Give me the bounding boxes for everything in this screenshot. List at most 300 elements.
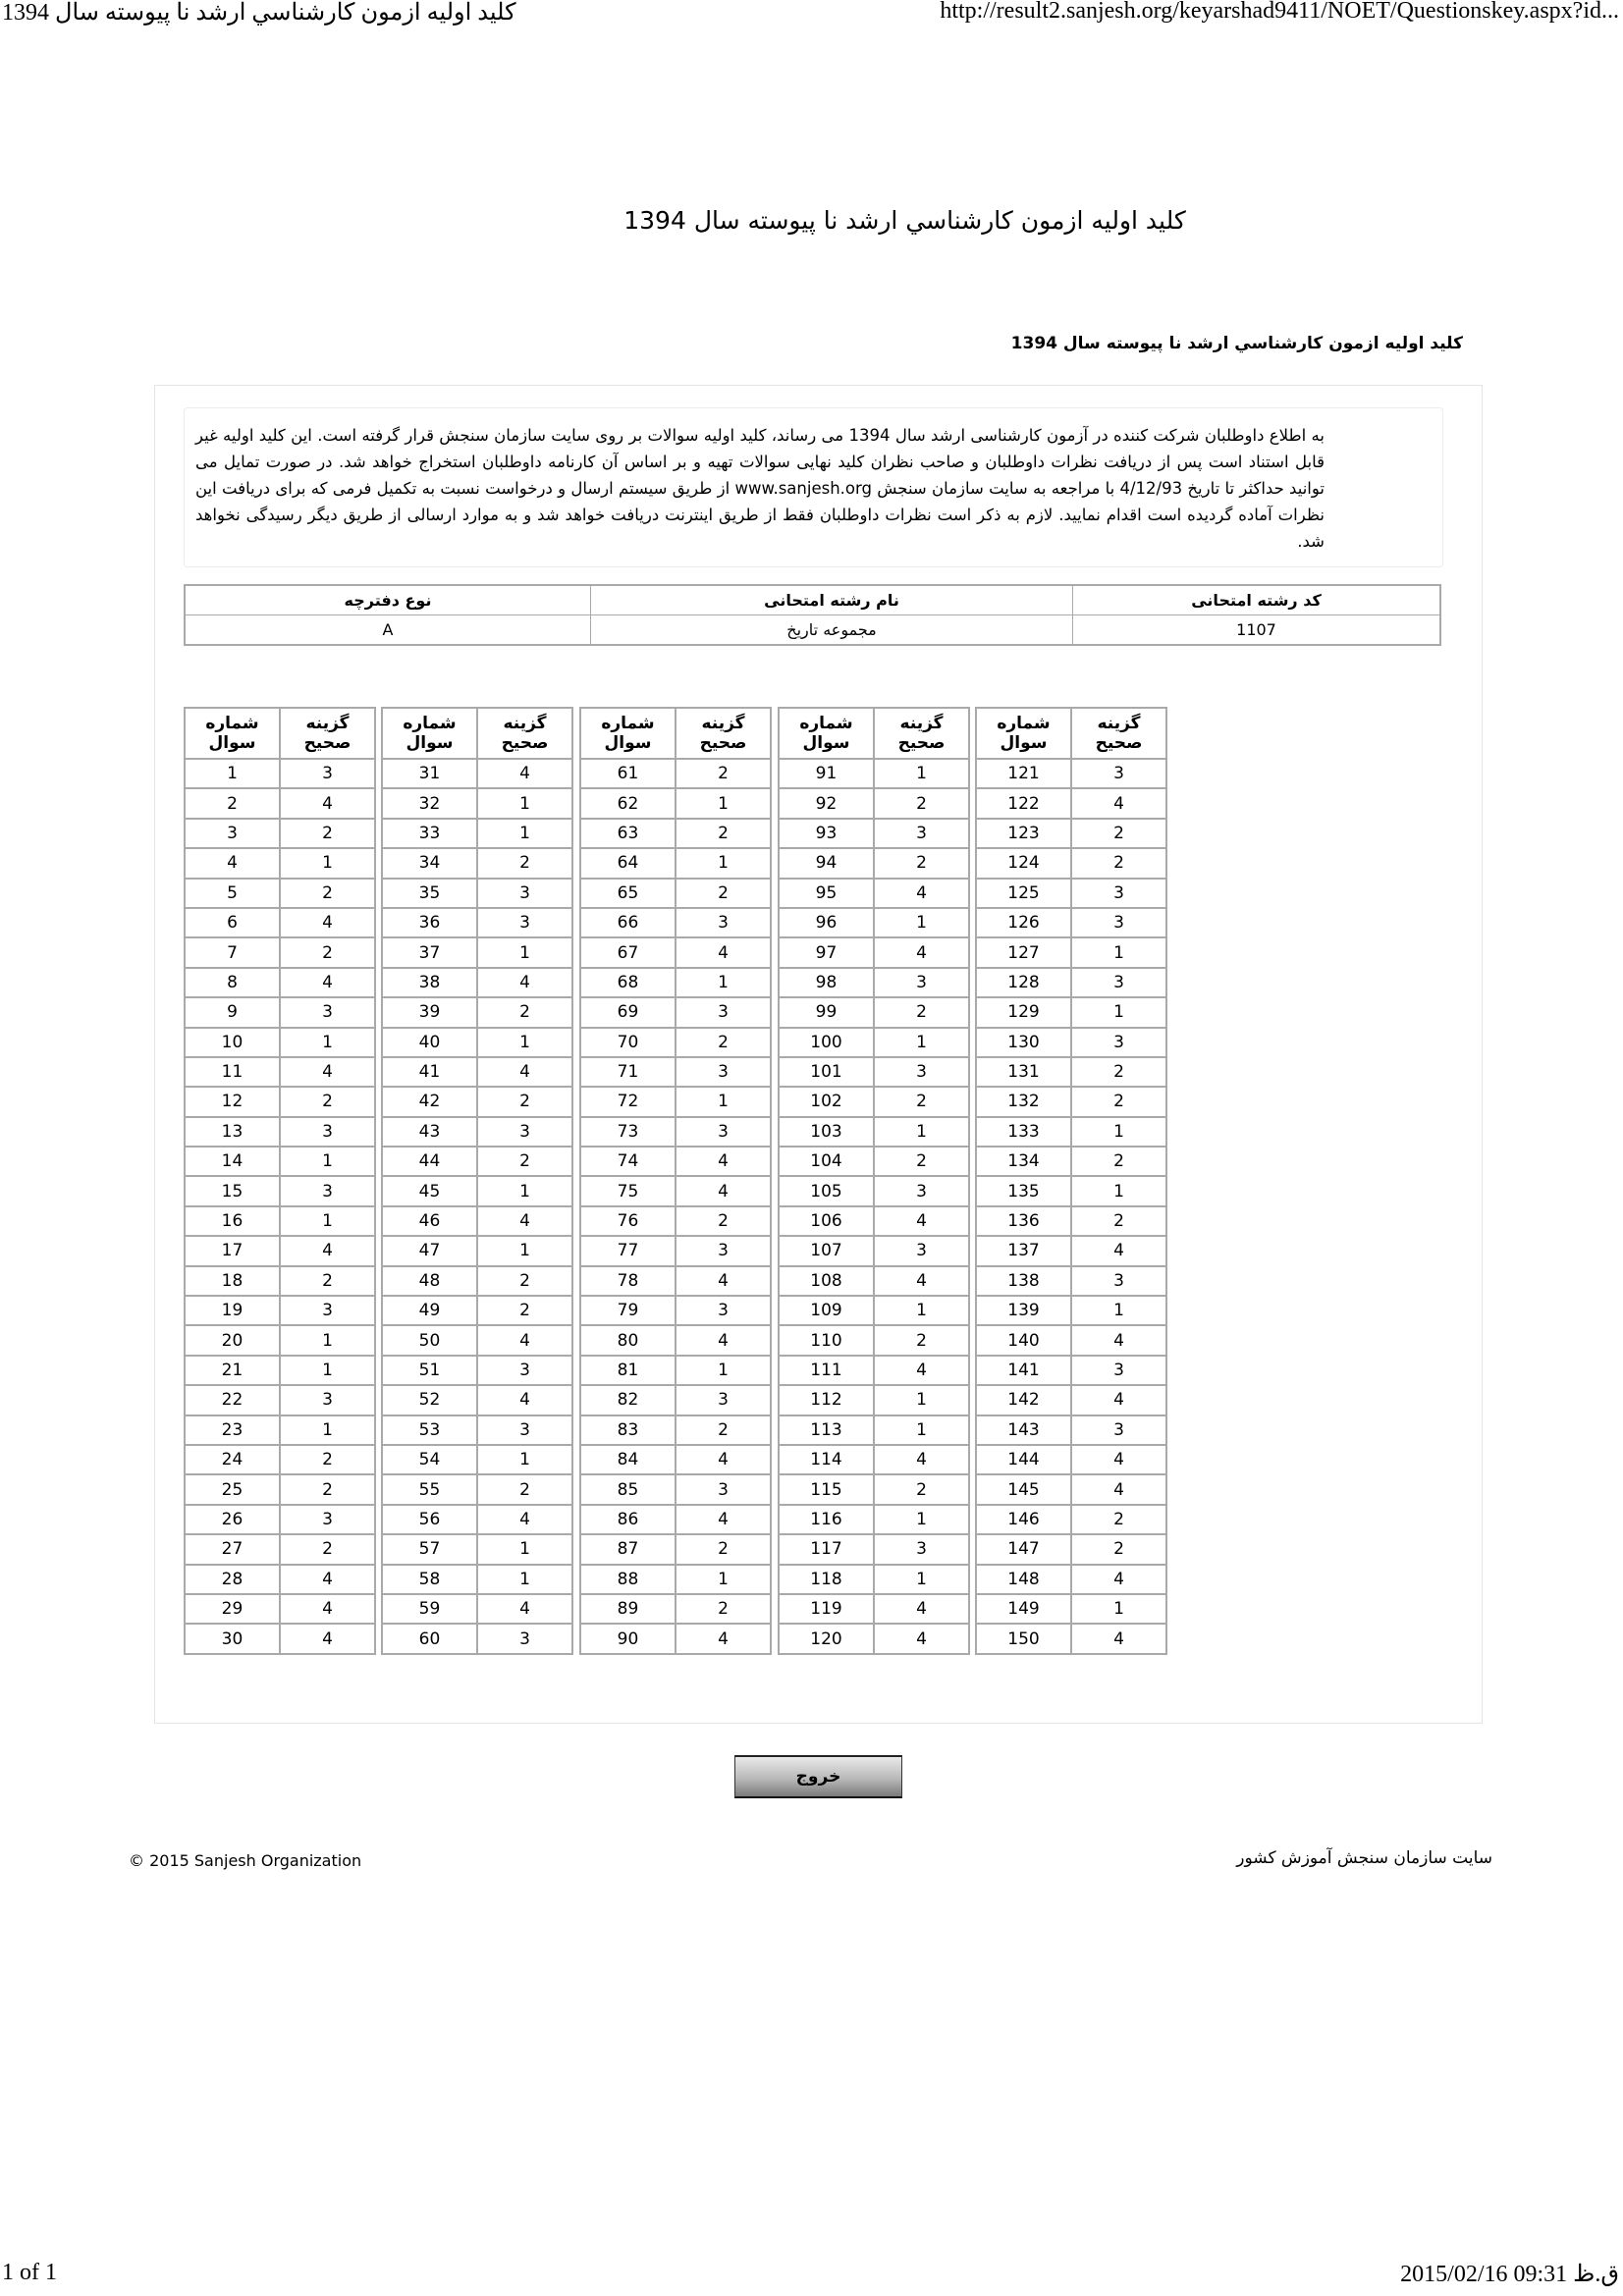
site-name-link[interactable]: سایت سازمان سنجش آموزش کشور xyxy=(1236,1848,1492,1868)
table-row xyxy=(185,879,375,908)
question-number-cell: 37 xyxy=(382,937,477,967)
correct-option-cell: 4 xyxy=(874,1356,969,1385)
table-row xyxy=(976,1028,1166,1057)
correct-option-cell: 4 xyxy=(1071,1624,1166,1653)
question-number-cell: 73 xyxy=(580,1117,676,1147)
table-row xyxy=(976,908,1166,937)
correct-option-cell: 1 xyxy=(874,1565,969,1594)
answer-table-header xyxy=(382,708,572,759)
correct-option-cell: 2 xyxy=(1071,1057,1166,1087)
correct-option-cell: 4 xyxy=(874,1594,969,1624)
correct-option-cell: 2 xyxy=(676,1206,771,1236)
notice-text: به اطلاع داوطلبان شرکت کننده در آزمون کارشناسی ارشد سال 1394 می رساند، کلید اولیه سوالات بر روی سایت سازمان سنجش قرار گرفته است. این کلید اولیه غیر قابل استناد است پس از دریافت نظرات داوطلبان و صاحب نظران کلید نهایی سوالات تهیه و بر اساس آن کارنامه داوطلبان استخراج خواهد شد. در صورت تمایل می توانید حداکثر تا تاریخ 4/12/93 با مراجعه به سایت سازمان سنجش www.sanjesh.org از طریق سیستم ارسال و درخواست نسبت به تکمیل فرمی که برای دریافت این نظرات آماده گردیده است اقدام نمایید. لازم به ذکر است نظرات داوطلبان فقط از طریق اینترنت دریافت خواهد شد و به موارد ارسالی از طریق دیگر رسیدگی نخواهد شد. xyxy=(195,426,1325,551)
correct-option-cell: 2 xyxy=(676,1028,771,1057)
table-row xyxy=(185,1236,375,1265)
question-number-cell: 109 xyxy=(779,1296,874,1325)
correct-option-cell: 2 xyxy=(1071,819,1166,848)
correct-option-cell: 1 xyxy=(1071,1296,1166,1325)
question-number-cell: 62 xyxy=(580,788,676,818)
question-number-cell: 16 xyxy=(185,1206,280,1236)
table-row xyxy=(382,819,572,848)
correct-option-cell: 3 xyxy=(477,1415,572,1445)
question-number-cell: 49 xyxy=(382,1296,477,1325)
table-row xyxy=(382,848,572,878)
question-number-cell: 114 xyxy=(779,1445,874,1474)
question-number-cell: 70 xyxy=(580,1028,676,1057)
correct-option-cell: 2 xyxy=(280,1474,375,1504)
table-row xyxy=(779,1147,969,1176)
question-number-cell: 19 xyxy=(185,1296,280,1325)
correct-option-header: گزینه صحیح xyxy=(280,708,375,759)
table-row xyxy=(185,759,375,788)
correct-option-cell: 3 xyxy=(477,908,572,937)
question-number-cell: 7 xyxy=(185,937,280,967)
table-row xyxy=(580,968,771,997)
correct-option-cell: 2 xyxy=(874,997,969,1027)
correct-option-cell: 1 xyxy=(676,788,771,818)
table-row xyxy=(779,1266,969,1296)
question-number-cell: 131 xyxy=(976,1057,1071,1087)
question-number-cell: 11 xyxy=(185,1057,280,1087)
question-number-cell: 17 xyxy=(185,1236,280,1265)
correct-option-cell: 1 xyxy=(874,1415,969,1445)
table-row xyxy=(382,1505,572,1534)
table-row xyxy=(779,1236,969,1265)
answer-table-group xyxy=(778,707,970,1655)
question-number-header: شماره سوال xyxy=(976,708,1071,759)
question-number-cell: 77 xyxy=(580,1236,676,1265)
correct-option-cell: 2 xyxy=(1071,1147,1166,1176)
question-number-cell: 59 xyxy=(382,1594,477,1624)
table-row xyxy=(976,1534,1166,1564)
table-row xyxy=(382,997,572,1027)
correct-option-cell: 3 xyxy=(676,1474,771,1504)
question-number-cell: 150 xyxy=(976,1624,1071,1653)
table-row xyxy=(976,1236,1166,1265)
answer-table-group xyxy=(184,707,376,1655)
correct-option-cell: 4 xyxy=(874,879,969,908)
correct-option-cell: 4 xyxy=(676,1624,771,1653)
question-number-cell: 71 xyxy=(580,1057,676,1087)
table-row xyxy=(580,1296,771,1325)
table-row xyxy=(976,1415,1166,1445)
exam-name-value: مجموعه تاریخ xyxy=(591,615,1073,646)
question-number-cell: 86 xyxy=(580,1505,676,1534)
table-row xyxy=(185,848,375,878)
question-number-header: شماره سوال xyxy=(382,708,477,759)
question-number-cell: 138 xyxy=(976,1266,1071,1296)
table-row xyxy=(779,1565,969,1594)
table-row xyxy=(580,1206,771,1236)
table-row xyxy=(382,937,572,967)
question-number-cell: 40 xyxy=(382,1028,477,1057)
correct-option-cell: 3 xyxy=(676,1385,771,1415)
question-number-cell: 147 xyxy=(976,1534,1071,1564)
question-number-cell: 27 xyxy=(185,1534,280,1564)
table-row xyxy=(382,1296,572,1325)
question-number-cell: 83 xyxy=(580,1415,676,1445)
question-number-cell: 146 xyxy=(976,1505,1071,1534)
question-number-cell: 41 xyxy=(382,1057,477,1087)
table-row xyxy=(185,997,375,1027)
question-number-cell: 35 xyxy=(382,879,477,908)
table-row xyxy=(185,1028,375,1057)
table-row xyxy=(580,759,771,788)
question-number-cell: 117 xyxy=(779,1534,874,1564)
table-row xyxy=(185,1206,375,1236)
question-number-cell: 4 xyxy=(185,848,280,878)
table-row xyxy=(185,1117,375,1147)
table-row xyxy=(580,1236,771,1265)
correct-option-cell: 3 xyxy=(280,1385,375,1415)
question-number-cell: 25 xyxy=(185,1474,280,1504)
correct-option-cell: 1 xyxy=(280,1028,375,1057)
question-number-cell: 115 xyxy=(779,1474,874,1504)
correct-option-cell: 3 xyxy=(477,1356,572,1385)
table-row xyxy=(976,1296,1166,1325)
question-number-cell: 108 xyxy=(779,1266,874,1296)
correct-option-cell: 3 xyxy=(874,968,969,997)
correct-option-header: گزینه صحیح xyxy=(1071,708,1166,759)
table-row xyxy=(779,1087,969,1116)
table-row xyxy=(976,937,1166,967)
question-number-cell: 116 xyxy=(779,1505,874,1534)
correct-option-cell: 1 xyxy=(477,1565,572,1594)
correct-option-cell: 1 xyxy=(477,819,572,848)
question-number-cell: 141 xyxy=(976,1356,1071,1385)
correct-option-cell: 4 xyxy=(676,1176,771,1205)
correct-option-cell: 2 xyxy=(280,1087,375,1116)
correct-option-cell: 4 xyxy=(1071,1445,1166,1474)
table-row xyxy=(976,1117,1166,1147)
table-row xyxy=(976,1147,1166,1176)
table-row xyxy=(976,1057,1166,1087)
table-row xyxy=(580,1505,771,1534)
table-row xyxy=(382,1147,572,1176)
table-row xyxy=(976,1594,1166,1624)
question-number-cell: 69 xyxy=(580,997,676,1027)
question-number-cell: 99 xyxy=(779,997,874,1027)
correct-option-cell: 3 xyxy=(280,997,375,1027)
correct-option-cell: 2 xyxy=(477,1147,572,1176)
correct-option-cell: 1 xyxy=(477,1176,572,1205)
question-number-cell: 67 xyxy=(580,937,676,967)
table-row xyxy=(185,1296,375,1325)
question-number-cell: 128 xyxy=(976,968,1071,997)
print-header-title: كليد اوليه ازمون كارشناسي ارشد نا پيوسته سال 1394 xyxy=(2,0,516,26)
table-row xyxy=(779,759,969,788)
correct-option-cell: 1 xyxy=(1071,1176,1166,1205)
correct-option-cell: 1 xyxy=(477,1028,572,1057)
question-number-cell: 45 xyxy=(382,1176,477,1205)
exam-code-value: 1107 xyxy=(1073,615,1441,646)
table-row xyxy=(382,788,572,818)
table-row xyxy=(382,1325,572,1355)
question-number-cell: 142 xyxy=(976,1385,1071,1415)
table-row xyxy=(976,1385,1166,1415)
correct-option-cell: 3 xyxy=(676,908,771,937)
correct-option-cell: 4 xyxy=(874,1445,969,1474)
answer-table-header xyxy=(976,708,1166,759)
correct-option-cell: 1 xyxy=(874,759,969,788)
table-row xyxy=(976,1356,1166,1385)
question-number-cell: 44 xyxy=(382,1147,477,1176)
table-row xyxy=(382,879,572,908)
correct-option-cell: 4 xyxy=(477,1325,572,1355)
table-row xyxy=(185,1565,375,1594)
question-number-cell: 56 xyxy=(382,1505,477,1534)
table-row xyxy=(382,1445,572,1474)
table-row xyxy=(382,968,572,997)
correct-option-cell: 4 xyxy=(280,1057,375,1087)
correct-option-cell: 2 xyxy=(280,1534,375,1564)
correct-option-cell: 3 xyxy=(874,819,969,848)
question-number-cell: 124 xyxy=(976,848,1071,878)
question-number-cell: 93 xyxy=(779,819,874,848)
correct-option-cell: 1 xyxy=(280,1415,375,1445)
correct-option-cell: 2 xyxy=(477,1266,572,1296)
correct-option-cell: 1 xyxy=(477,788,572,818)
correct-option-cell: 3 xyxy=(477,1117,572,1147)
question-number-cell: 76 xyxy=(580,1206,676,1236)
question-number-cell: 80 xyxy=(580,1325,676,1355)
correct-option-cell: 2 xyxy=(676,759,771,788)
correct-option-cell: 4 xyxy=(676,1325,771,1355)
question-number-cell: 130 xyxy=(976,1028,1071,1057)
table-row xyxy=(976,848,1166,878)
correct-option-cell: 4 xyxy=(280,1624,375,1653)
table-row xyxy=(382,1057,572,1087)
correct-option-cell: 1 xyxy=(1071,1117,1166,1147)
table-row xyxy=(580,848,771,878)
correct-option-cell: 4 xyxy=(874,937,969,967)
question-number-cell: 6 xyxy=(185,908,280,937)
correct-option-cell: 3 xyxy=(1071,968,1166,997)
table-row xyxy=(185,1147,375,1176)
correct-option-cell: 1 xyxy=(477,1445,572,1474)
table-row xyxy=(976,1325,1166,1355)
exam-info-table xyxy=(184,584,1441,646)
question-number-cell: 66 xyxy=(580,908,676,937)
correct-option-cell: 2 xyxy=(874,1147,969,1176)
table-row xyxy=(185,1266,375,1296)
correct-option-cell: 1 xyxy=(1071,1594,1166,1624)
correct-option-cell: 2 xyxy=(1071,1505,1166,1534)
table-row xyxy=(185,788,375,818)
correct-option-cell: 2 xyxy=(477,1087,572,1116)
correct-option-cell: 2 xyxy=(477,1474,572,1504)
table-row xyxy=(382,1594,572,1624)
question-number-cell: 104 xyxy=(779,1147,874,1176)
correct-option-cell: 4 xyxy=(280,788,375,818)
table-row xyxy=(185,1594,375,1624)
question-number-cell: 57 xyxy=(382,1534,477,1564)
question-number-cell: 110 xyxy=(779,1325,874,1355)
correct-option-cell: 4 xyxy=(280,1594,375,1624)
question-number-cell: 90 xyxy=(580,1624,676,1653)
booklet-type-value: A xyxy=(185,615,591,646)
correct-option-cell: 4 xyxy=(477,759,572,788)
question-number-cell: 111 xyxy=(779,1356,874,1385)
table-row xyxy=(779,968,969,997)
print-header-url: http://result2.sanjesh.org/keyarshad9411/NOET/Questionskey.aspx?id... xyxy=(940,0,1619,24)
question-number-cell: 92 xyxy=(779,788,874,818)
table-row xyxy=(185,1505,375,1534)
correct-option-cell: 2 xyxy=(280,879,375,908)
copyright-text: © 2015 Sanjesh Organization xyxy=(129,1851,362,1870)
table-row xyxy=(779,1474,969,1504)
correct-option-cell: 4 xyxy=(477,1057,572,1087)
correct-option-cell: 1 xyxy=(280,1206,375,1236)
table-row xyxy=(976,1087,1166,1116)
correct-option-cell: 1 xyxy=(280,848,375,878)
correct-option-cell: 1 xyxy=(1071,937,1166,967)
table-row xyxy=(185,1534,375,1564)
question-number-cell: 100 xyxy=(779,1028,874,1057)
table-row xyxy=(580,1594,771,1624)
table-row xyxy=(185,819,375,848)
question-number-cell: 52 xyxy=(382,1385,477,1415)
table-row xyxy=(382,1565,572,1594)
table-row xyxy=(580,1474,771,1504)
question-number-cell: 88 xyxy=(580,1565,676,1594)
question-number-cell: 94 xyxy=(779,848,874,878)
correct-option-cell: 3 xyxy=(477,1624,572,1653)
correct-option-cell: 4 xyxy=(1071,1385,1166,1415)
correct-option-cell: 2 xyxy=(874,848,969,878)
question-number-cell: 65 xyxy=(580,879,676,908)
table-row xyxy=(580,1565,771,1594)
table-row xyxy=(580,1266,771,1296)
question-number-cell: 64 xyxy=(580,848,676,878)
correct-option-cell: 2 xyxy=(676,879,771,908)
table-row xyxy=(382,1117,572,1147)
table-row xyxy=(382,1415,572,1445)
question-number-cell: 9 xyxy=(185,997,280,1027)
question-number-cell: 72 xyxy=(580,1087,676,1116)
exam-info-value-row xyxy=(185,615,1440,646)
exit-button[interactable]: خروج xyxy=(734,1755,902,1798)
correct-option-cell: 4 xyxy=(477,1206,572,1236)
question-number-cell: 98 xyxy=(779,968,874,997)
correct-option-cell: 3 xyxy=(1071,1028,1166,1057)
table-row xyxy=(185,1415,375,1445)
question-number-cell: 119 xyxy=(779,1594,874,1624)
correct-option-cell: 2 xyxy=(676,819,771,848)
question-number-header: شماره سوال xyxy=(580,708,676,759)
table-row xyxy=(185,1087,375,1116)
question-number-cell: 74 xyxy=(580,1147,676,1176)
question-number-cell: 91 xyxy=(779,759,874,788)
correct-option-cell: 4 xyxy=(477,1385,572,1415)
table-row xyxy=(580,879,771,908)
table-row xyxy=(779,1325,969,1355)
correct-option-cell: 2 xyxy=(1071,1087,1166,1116)
correct-option-cell: 3 xyxy=(676,1057,771,1087)
question-number-cell: 63 xyxy=(580,819,676,848)
correct-option-cell: 4 xyxy=(1071,788,1166,818)
question-number-cell: 30 xyxy=(185,1624,280,1653)
correct-option-cell: 1 xyxy=(676,848,771,878)
correct-option-cell: 2 xyxy=(1071,1206,1166,1236)
correct-option-cell: 1 xyxy=(477,1534,572,1564)
correct-option-cell: 2 xyxy=(280,819,375,848)
table-row xyxy=(580,997,771,1027)
question-number-cell: 107 xyxy=(779,1236,874,1265)
correct-option-cell: 3 xyxy=(280,1296,375,1325)
correct-option-cell: 4 xyxy=(1071,1474,1166,1504)
table-row xyxy=(779,1206,969,1236)
question-number-cell: 122 xyxy=(976,788,1071,818)
question-number-cell: 136 xyxy=(976,1206,1071,1236)
correct-option-header: گزینه صحیح xyxy=(874,708,969,759)
table-row xyxy=(779,1028,969,1057)
question-number-cell: 132 xyxy=(976,1087,1071,1116)
correct-option-cell: 4 xyxy=(1071,1325,1166,1355)
table-row xyxy=(976,968,1166,997)
question-number-cell: 68 xyxy=(580,968,676,997)
table-row xyxy=(976,1445,1166,1474)
question-number-cell: 38 xyxy=(382,968,477,997)
table-row xyxy=(185,968,375,997)
correct-option-header: گزینه صحیح xyxy=(477,708,572,759)
correct-option-cell: 1 xyxy=(874,908,969,937)
correct-option-cell: 1 xyxy=(280,1147,375,1176)
correct-option-cell: 2 xyxy=(280,937,375,967)
question-number-cell: 46 xyxy=(382,1206,477,1236)
table-row xyxy=(779,879,969,908)
question-number-cell: 97 xyxy=(779,937,874,967)
table-row xyxy=(580,1117,771,1147)
correct-option-cell: 4 xyxy=(874,1624,969,1653)
question-number-cell: 15 xyxy=(185,1176,280,1205)
table-row xyxy=(382,1474,572,1504)
question-number-cell: 95 xyxy=(779,879,874,908)
question-number-cell: 51 xyxy=(382,1356,477,1385)
table-row xyxy=(976,1565,1166,1594)
answer-table-header xyxy=(580,708,771,759)
table-row xyxy=(382,908,572,937)
table-row xyxy=(185,908,375,937)
correct-option-cell: 3 xyxy=(874,1176,969,1205)
question-number-cell: 84 xyxy=(580,1445,676,1474)
question-number-cell: 85 xyxy=(580,1474,676,1504)
question-number-cell: 31 xyxy=(382,759,477,788)
table-row xyxy=(185,1325,375,1355)
question-number-cell: 82 xyxy=(580,1385,676,1415)
table-row xyxy=(185,1176,375,1205)
correct-option-cell: 2 xyxy=(676,1534,771,1564)
question-number-cell: 10 xyxy=(185,1028,280,1057)
table-row xyxy=(976,788,1166,818)
table-row xyxy=(580,1624,771,1653)
question-number-cell: 33 xyxy=(382,819,477,848)
table-row xyxy=(382,1266,572,1296)
question-number-cell: 2 xyxy=(185,788,280,818)
question-number-cell: 129 xyxy=(976,997,1071,1027)
correct-option-cell: 3 xyxy=(280,1505,375,1534)
table-row xyxy=(976,879,1166,908)
question-number-cell: 22 xyxy=(185,1385,280,1415)
table-row xyxy=(382,1534,572,1564)
question-number-cell: 53 xyxy=(382,1415,477,1445)
correct-option-cell: 4 xyxy=(676,1505,771,1534)
table-row xyxy=(976,997,1166,1027)
correct-option-cell: 3 xyxy=(1071,879,1166,908)
table-row xyxy=(580,1087,771,1116)
question-number-cell: 58 xyxy=(382,1565,477,1594)
table-row xyxy=(382,1087,572,1116)
